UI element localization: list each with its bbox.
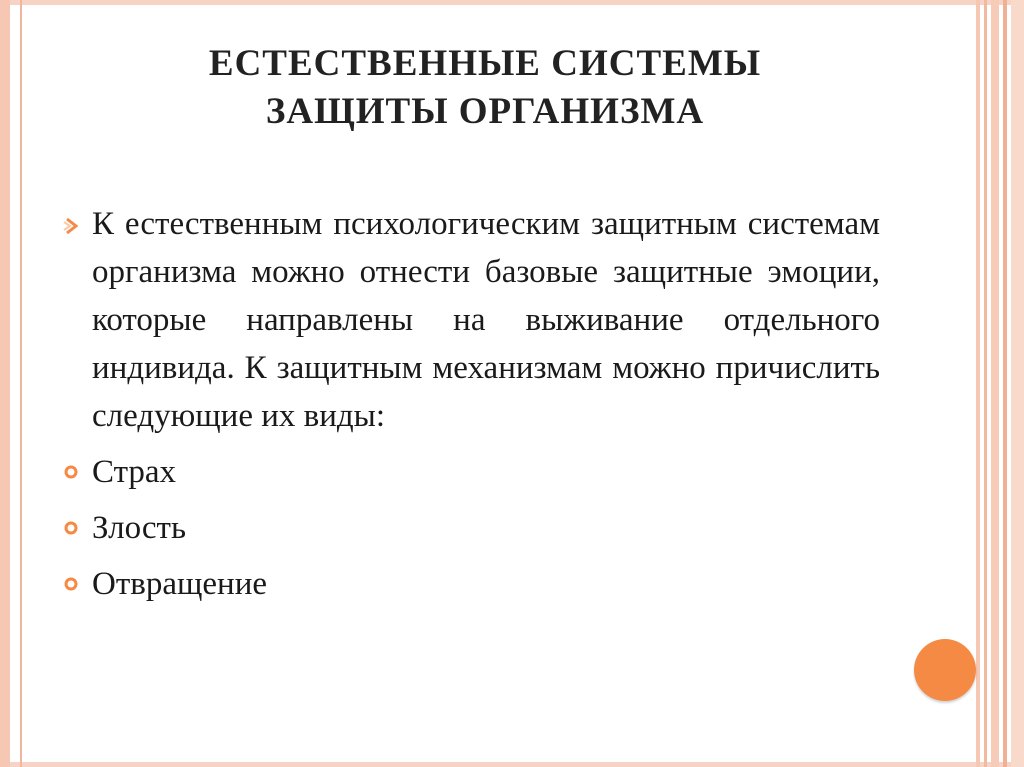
- list-item-label: Злость: [92, 510, 187, 546]
- stripe: [1011, 0, 1024, 767]
- title-line-1: ЕСТЕСТВЕННЫЕ СИСТЕМЫ: [208, 43, 762, 84]
- defense-types-list: [60, 444, 880, 612]
- slide-title: [40, 40, 930, 136]
- list-item-label: Отвращение: [92, 566, 268, 602]
- stripe: [1003, 0, 1007, 767]
- frame-bottom-border: [0, 762, 1024, 767]
- decorative-orange-circle: [914, 639, 976, 701]
- intro-paragraph-text: К естественным психологическим защитным системам организма можно отнести базовые защитные эмоции, которые направлены на выживание отдельного индивида. К защитным механизмам можно причислить следующие их виды:: [92, 206, 880, 434]
- circle-bullet-icon: [64, 521, 78, 535]
- list-item-label: Страх: [92, 454, 177, 490]
- stripe: [976, 0, 980, 767]
- list-item: [60, 444, 880, 500]
- right-stripes-decoration: [976, 0, 1024, 767]
- circle-bullet-icon: [64, 577, 78, 591]
- intro-paragraph: [60, 200, 880, 440]
- stripe: [984, 0, 987, 767]
- frame-inner-line: [20, 0, 22, 767]
- slide-content: [60, 200, 880, 612]
- list-item: [60, 556, 880, 612]
- frame-left-border: [0, 0, 10, 767]
- stripe: [991, 0, 999, 767]
- list-item: [60, 500, 880, 556]
- arrow-bullet-icon: [62, 216, 82, 236]
- frame-top-border: [0, 0, 1024, 5]
- circle-bullet-icon: [64, 465, 78, 479]
- title-line-2: ЗАЩИТЫ ОРГАНИЗМА: [265, 91, 705, 132]
